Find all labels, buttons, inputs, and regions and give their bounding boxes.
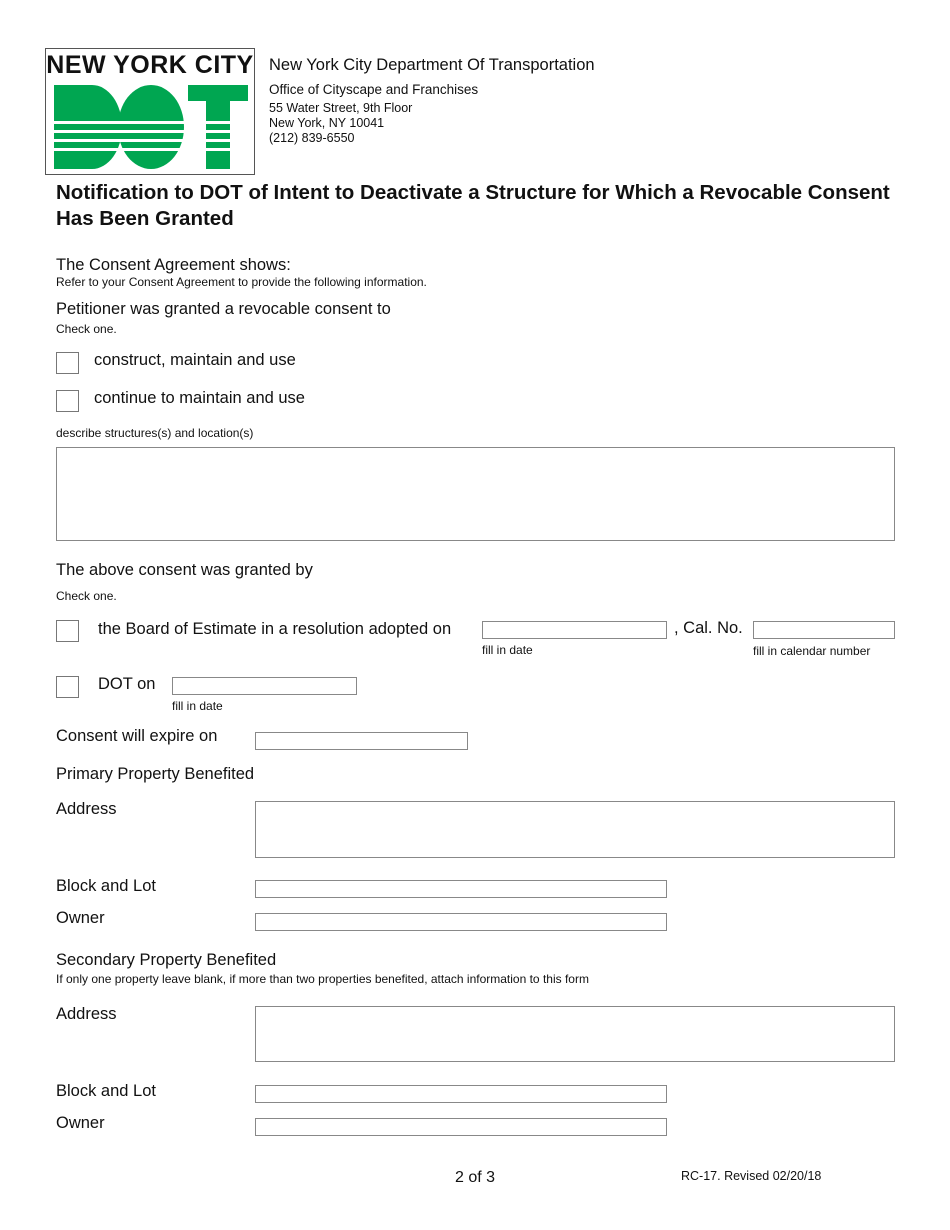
dot-date-input[interactable] bbox=[172, 677, 357, 695]
secondary-address-label: Address bbox=[56, 1005, 117, 1023]
secondary-block-lot-input[interactable] bbox=[255, 1085, 667, 1103]
construct-checkbox[interactable] bbox=[56, 352, 79, 374]
address-line1: 55 Water Street, 9th Floor bbox=[269, 101, 413, 115]
petitioner-label: Petitioner was granted a revocable consent to bbox=[56, 300, 391, 318]
dot-on-label: DOT on bbox=[98, 675, 156, 693]
consent-shows-hint: Refer to your Consent Agreement to provide the following information. bbox=[56, 275, 427, 289]
continue-option-label: continue to maintain and use bbox=[94, 389, 305, 407]
board-date-hint: fill in date bbox=[482, 643, 533, 657]
secondary-block-lot-label: Block and Lot bbox=[56, 1082, 156, 1100]
granted-by-label: The above consent was granted by bbox=[56, 561, 313, 579]
check-one-hint: Check one. bbox=[56, 322, 117, 336]
expire-label: Consent will expire on bbox=[56, 727, 218, 745]
board-of-estimate-label: the Board of Estimate in a resolution adopted on bbox=[98, 620, 452, 638]
secondary-property-hint: If only one property leave blank, if more than two properties benefited, attach information to this form bbox=[56, 972, 589, 986]
primary-owner-label: Owner bbox=[56, 909, 105, 927]
primary-address-textarea[interactable] bbox=[255, 801, 895, 858]
describe-structures-textarea[interactable] bbox=[56, 447, 895, 541]
phone: (212) 839-6550 bbox=[269, 131, 355, 145]
primary-property-heading: Primary Property Benefited bbox=[56, 765, 255, 783]
primary-block-lot-label: Block and Lot bbox=[56, 877, 156, 895]
secondary-address-textarea[interactable] bbox=[255, 1006, 895, 1062]
dot-logo-mark-icon bbox=[52, 85, 250, 169]
describe-label: describe structures(s) and location(s) bbox=[56, 426, 254, 440]
department-name: New York City Department Of Transportation bbox=[269, 56, 595, 74]
cal-no-hint: fill in calendar number bbox=[753, 644, 871, 658]
board-of-estimate-checkbox[interactable] bbox=[56, 620, 79, 642]
secondary-owner-input[interactable] bbox=[255, 1118, 667, 1136]
construct-option-label: construct, maintain and use bbox=[94, 351, 296, 369]
primary-address-label: Address bbox=[56, 800, 117, 818]
office-name: Office of Cityscape and Franchises bbox=[269, 82, 479, 97]
page-number: 2 of 3 bbox=[454, 1169, 496, 1186]
check-one-hint-2: Check one. bbox=[56, 589, 117, 603]
board-date-input[interactable] bbox=[482, 621, 667, 639]
cal-no-label: , Cal. No. bbox=[674, 619, 743, 637]
continue-checkbox[interactable] bbox=[56, 390, 79, 412]
cal-no-input[interactable] bbox=[753, 621, 895, 639]
primary-owner-input[interactable] bbox=[255, 913, 667, 931]
consent-shows-label: The Consent Agreement shows: bbox=[56, 256, 291, 274]
form-revision: RC-17. Revised 02/20/18 bbox=[681, 1169, 822, 1183]
dot-date-hint: fill in date bbox=[172, 699, 223, 713]
address-line2: New York, NY 10041 bbox=[269, 116, 385, 130]
expire-date-input[interactable] bbox=[255, 732, 468, 750]
secondary-property-heading: Secondary Property Benefited bbox=[56, 951, 277, 969]
logo-text: NEW YORK CITY bbox=[46, 51, 254, 79]
dot-checkbox[interactable] bbox=[56, 676, 79, 698]
form-title: Notification to DOT of Intent to Deactivate a Structure for Which a Revocable Consent Has Been Granted bbox=[56, 181, 890, 230]
primary-block-lot-input[interactable] bbox=[255, 880, 667, 898]
nyc-dot-logo bbox=[45, 48, 255, 175]
secondary-owner-label: Owner bbox=[56, 1114, 105, 1132]
